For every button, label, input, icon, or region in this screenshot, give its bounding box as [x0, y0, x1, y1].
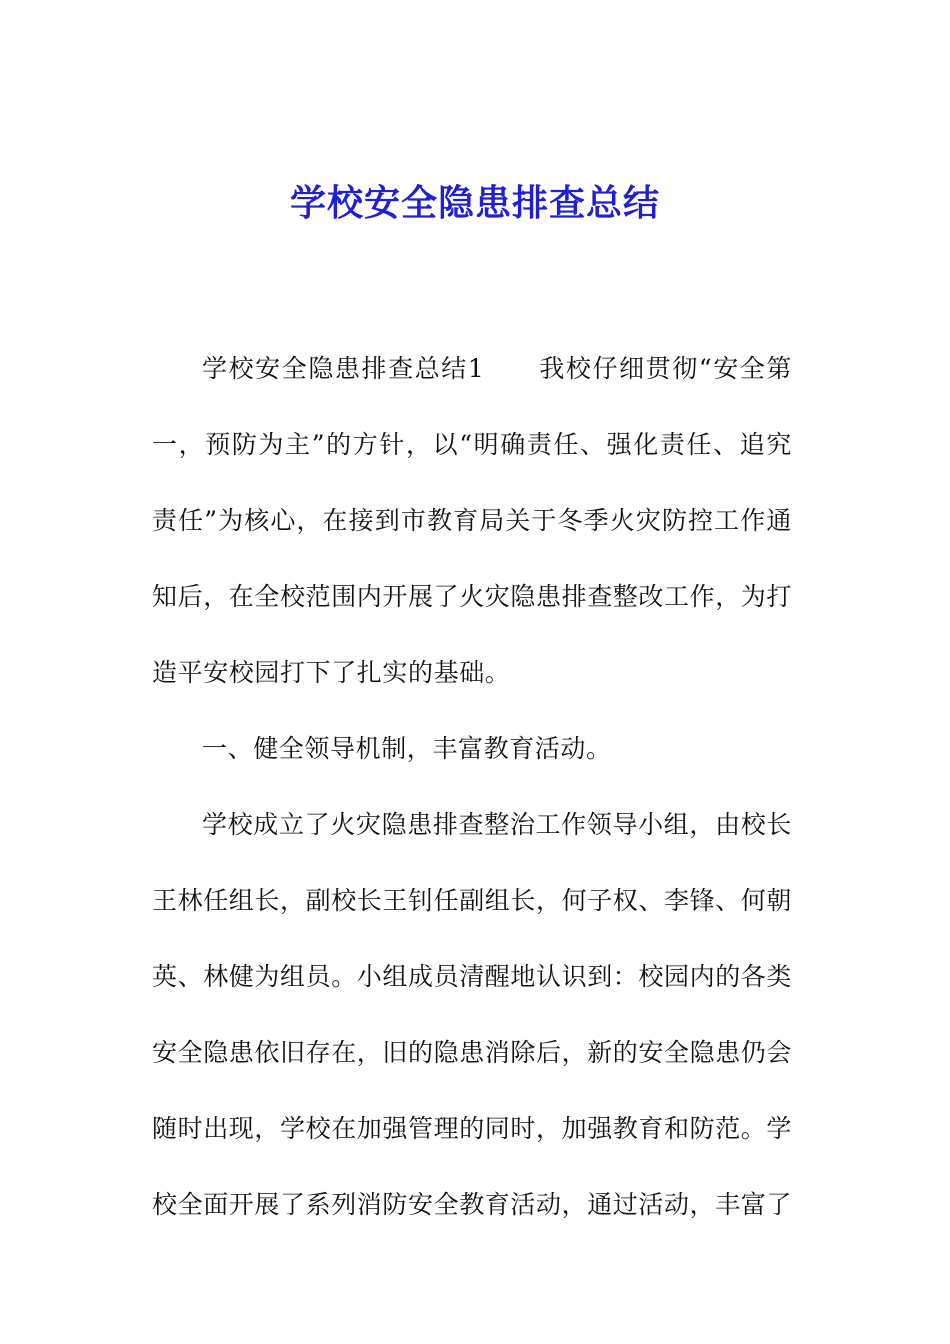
document-body: [152, 331, 792, 1243]
paragraph-1-text: 我校仔细贯彻“安全第一，预防为主”的方针，以“明确责任、强化责任、追究责任”为核心，在接到市教育局关于冬季火灾防控工作通知后，在全校范围内开展了火灾隐患排查整改工作，为打造平安校园打下了扎实的基础。: [152, 354, 793, 687]
paragraph-3: 学校成立了火灾隐患排查整治工作领导小组，由校长王林任组长，副校长王钊任副组长，何子权、李锋、何朝英、林健为组员。小组成员清醒地认识到：校园内的各类安全隐患依旧存在，旧的隐患消除后，新的安全隐患仍会随时出现，学校在加强管理的同时，加强教育和防范。学校全面开展了系列消防安全教育活动，通过活动，丰富了: [152, 810, 793, 1219]
section-lead: 学校安全隐患排查总结1: [202, 354, 485, 383]
paragraph-1: [152, 331, 792, 711]
document-title: 学校安全隐患排查总结: [289, 183, 660, 224]
paragraph-2: 一、健全领导机制，丰富教育活动。: [202, 734, 612, 763]
